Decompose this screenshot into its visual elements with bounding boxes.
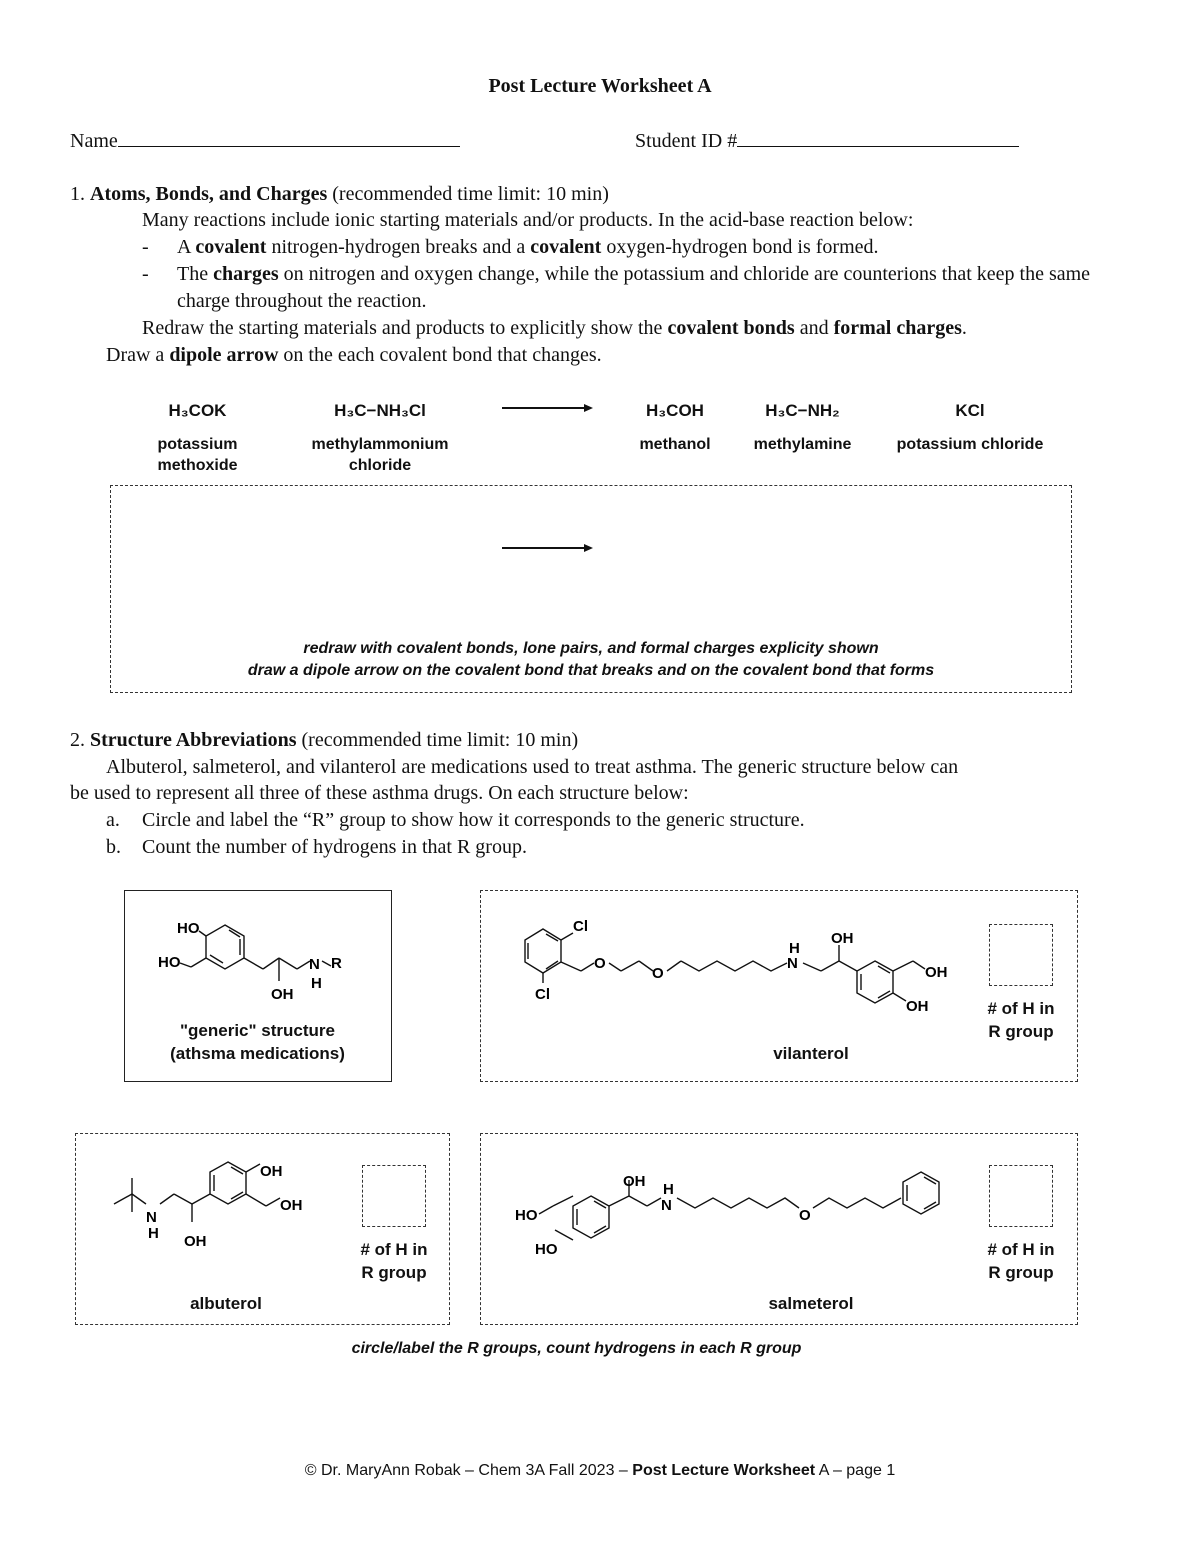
compound-name-kcl: potassium chloride [896, 436, 1044, 453]
reaction-arrow [500, 400, 596, 416]
atom-oh: OH [271, 986, 294, 1003]
atom-n: N [661, 1197, 672, 1214]
atom-oh: OH [184, 1233, 207, 1250]
compound-name-methylammonium-chloride: methylammonium chloride [311, 436, 449, 474]
atom-cl: Cl [535, 986, 550, 1003]
atom-r: R [331, 955, 342, 972]
atom-oh: OH [260, 1163, 283, 1180]
albuterol-label: albuterol [190, 1294, 262, 1313]
atom-o: O [652, 965, 664, 982]
generic-caption: "generic" structure (athsma medications) [170, 1021, 345, 1063]
compound-formula-methylamine: H₃C−NH₂ [765, 401, 840, 420]
albuterol-box[interactable] [75, 1133, 450, 1325]
salmeterol-box[interactable] [480, 1133, 1078, 1325]
compound-formula-methanol: H₃COH [646, 401, 704, 420]
q1-bullet-2: - The charges on nitrogen and oxygen change, while the potassium and chloride are counterions that keep the same charge throughout the reaction. [142, 263, 1091, 312]
q1-box-instruction: redraw with covalent bonds, lone pairs, and formal charges explicity shown draw a dipole arrow on the covalent bond that breaks and on the covalent bond that forms [247, 640, 935, 679]
salmeterol-structure [481, 1134, 971, 1274]
atom-o: O [594, 955, 606, 972]
atom-cl: Cl [573, 918, 588, 935]
atom-ho: HO [158, 954, 181, 971]
atom-n: N [146, 1209, 157, 1226]
q2-item-a: a. Circle and label the “R” group to show how it corresponds to the generic structure. [106, 809, 805, 831]
vilanterol-box[interactable] [480, 890, 1078, 1082]
vilanterol-h-count-input[interactable] [989, 924, 1053, 986]
generic-structure-drawing [125, 891, 390, 1016]
page-title: Post Lecture Worksheet A [488, 75, 712, 97]
compound-formula-methylammonium-chloride: H₃C−NH₃Cl [334, 401, 426, 420]
q1-intro: Many reactions include ionic starting materials and/or products. In the acid-base reaction below: [142, 209, 914, 231]
compound-formula-kcl: KCl [955, 401, 985, 420]
salmeterol-label: salmeterol [768, 1294, 854, 1313]
compound-formula-potassium-methoxide: H₃COK [168, 401, 227, 420]
footer: © Dr. MaryAnn Robak – Chem 3A Fall 2023 – Post Lecture Worksheet A – page 1 [304, 1462, 896, 1479]
atom-n: N [309, 956, 320, 973]
q2-heading: 2. Structure Abbreviations (recommended time limit: 10 min) [70, 729, 579, 751]
atom-ho: HO [515, 1207, 538, 1224]
atom-oh: OH [906, 998, 929, 1015]
atom-h: H [789, 940, 800, 957]
atom-oh: OH [623, 1173, 646, 1190]
q1-dipole: Draw a dipole arrow on the each covalent bond that changes. [106, 344, 602, 366]
albuterol-h-count-input[interactable] [362, 1165, 426, 1227]
vilanterol-label: vilanterol [773, 1044, 849, 1063]
atom-ho: HO [177, 920, 200, 937]
atom-oh: OH [280, 1197, 303, 1214]
q1-heading: 1. Atoms, Bonds, and Charges (recommended time limit: 10 min) [70, 183, 609, 205]
atom-oh: OH [925, 964, 948, 981]
name-field[interactable]: Name [70, 128, 460, 154]
atom-h: H [311, 975, 322, 992]
atom-oh: OH [831, 930, 854, 947]
compound-name-methanol: methanol [639, 436, 711, 453]
q2-instruction: circle/label the R groups, count hydrogens in each R group [351, 1340, 802, 1357]
student-id-field[interactable]: Student ID # [635, 128, 1019, 154]
atom-h: H [148, 1225, 159, 1242]
atom-o: O [799, 1207, 811, 1224]
atom-n: N [787, 955, 798, 972]
salmeterol-h-count-label: # of H in R group [987, 1240, 1055, 1282]
generic-structure-box [124, 890, 392, 1082]
q2-intro-1: Albuterol, salmeterol, and vilanterol are medications used to treat asthma. The generic structure below can [106, 756, 959, 778]
albuterol-h-count-label: # of H in R group [360, 1240, 428, 1282]
albuterol-structure [76, 1134, 346, 1274]
q2-intro-2: be used to represent all three of these asthma drugs. On each structure below: [70, 782, 689, 804]
vilanterol-h-count-label: # of H in R group [987, 999, 1055, 1041]
q1-bullet-1: - A covalent nitrogen-hydrogen breaks and a covalent oxygen-hydrogen bond is formed. [142, 236, 879, 258]
q2-item-b: b. Count the number of hydrogens in that R group. [106, 836, 527, 858]
atom-h: H [663, 1181, 674, 1198]
compound-name-methylamine: methylamine [753, 436, 852, 453]
atom-ho: HO [535, 1241, 558, 1258]
compound-name-potassium-methoxide: potassium methoxide [157, 436, 238, 474]
q1-redraw: Redraw the starting materials and products to explicitly show the covalent bonds and formal charges. [142, 317, 967, 339]
answer-reaction-arrow [500, 540, 596, 556]
salmeterol-h-count-input[interactable] [989, 1165, 1053, 1227]
